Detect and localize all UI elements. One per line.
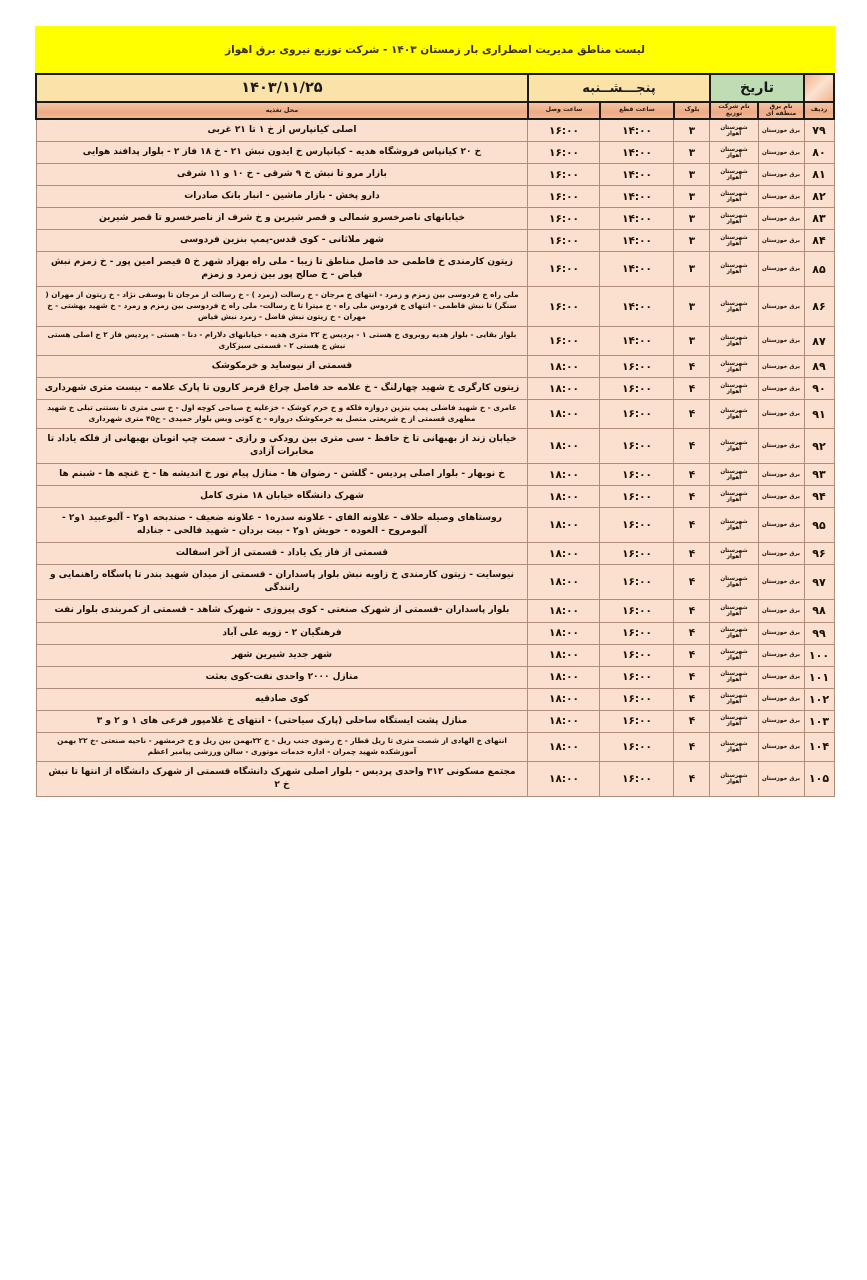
cell-place: بلوار بقایی - بلوار هدیه روبروی خ هستی ۱ - پردیس خ ۲۲ متری هدیه - خیابانهای دلارام - دنا - هستی - پردیس فاز ۲ خ اصلی هستی نبش خ هستی ۲ - قسمتی سبزکاری (36, 327, 528, 356)
column-header-block: بلوک (674, 102, 710, 119)
cell-radif: ۸۹ (804, 356, 834, 378)
cell-on-time: ۱۶:۰۰ (528, 208, 600, 230)
cell-block: ۴ (674, 644, 710, 666)
cell-region: برق خوزستان (758, 688, 804, 710)
cell-off-time: ۱۶:۰۰ (600, 429, 674, 464)
table-row (36, 508, 834, 543)
cell-company: شهرستان اهواز (710, 164, 758, 186)
cell-off-time: ۱۶:۰۰ (600, 486, 674, 508)
cell-on-time: ۱۶:۰۰ (528, 252, 600, 287)
cell-on-time: ۱۸:۰۰ (528, 710, 600, 732)
cell-place: روستاهای وصیله حلاف - علاونه الفای - علاونه سدره۱ - علاونه ضعیف - صندبحه ۱و۲ - آلبوعبید ۱و۲ - آلبومروح - العوده - حویش ۱و۲ - بیت بردان - شهید فالحی - جنادله (36, 508, 528, 543)
cell-place: عامری - خ شهید فاضلی پمپ بنزین دروازه فلکه و خ خرم کوشک - خزعلیه خ صباحی کوچه اول - خ سی متری تا بستنی تبلی خ شهید مطهری قسمتی از خ شریعتی متصل به خرمکوشک دروازه - خ کوتی وبس بلوار حمیدی - خ۴۵ متری شهرداری (36, 400, 528, 429)
cell-company: شهرستان اهواز (710, 464, 758, 486)
cell-company: شهرستان اهواز (710, 327, 758, 356)
cell-place: منازل ۲۰۰۰ واحدی نفت-کوی بعثت (36, 666, 528, 688)
cell-radif: ۸۴ (804, 230, 834, 252)
cell-on-time: ۱۸:۰۰ (528, 600, 600, 622)
cell-region: برق خوزستان (758, 378, 804, 400)
cell-off-time: ۱۴:۰۰ (600, 208, 674, 230)
cell-radif: ۹۴ (804, 486, 834, 508)
cell-region: برق خوزستان (758, 508, 804, 543)
table-row (36, 710, 834, 732)
cell-region: برق خوزستان (758, 565, 804, 600)
table-row (36, 644, 834, 666)
cell-block: ۴ (674, 622, 710, 644)
cell-region: برق خوزستان (758, 429, 804, 464)
cell-company: شهرستان اهواز (710, 732, 758, 761)
cell-region: برق خوزستان (758, 230, 804, 252)
weekday-cell: پنجـــشــنبه (528, 74, 710, 102)
schedule-table-wrapper (35, 73, 835, 797)
cell-region: برق خوزستان (758, 622, 804, 644)
cell-off-time: ۱۶:۰۰ (600, 600, 674, 622)
cell-radif: ۱۰۰ (804, 644, 834, 666)
cell-region: برق خوزستان (758, 710, 804, 732)
cell-company: شهرستان اهواز (710, 710, 758, 732)
cell-on-time: ۱۸:۰۰ (528, 565, 600, 600)
cell-company: شهرستان اهواز (710, 666, 758, 688)
cell-block: ۴ (674, 486, 710, 508)
cell-company: شهرستان اهواز (710, 142, 758, 164)
cell-block: ۴ (674, 356, 710, 378)
cell-region: برق خوزستان (758, 142, 804, 164)
cell-on-time: ۱۸:۰۰ (528, 761, 600, 796)
cell-radif: ۷۹ (804, 119, 834, 142)
date-value-cell: ۱۴۰۳/۱۱/۲۵ (36, 74, 528, 102)
cell-radif: ۸۳ (804, 208, 834, 230)
cell-block: ۴ (674, 688, 710, 710)
cell-region: برق خوزستان (758, 119, 804, 142)
table-row (36, 230, 834, 252)
cell-off-time: ۱۴:۰۰ (600, 164, 674, 186)
cell-off-time: ۱۶:۰۰ (600, 400, 674, 429)
cell-off-time: ۱۶:۰۰ (600, 543, 674, 565)
table-row (36, 688, 834, 710)
outage-schedule-table (35, 73, 835, 797)
table-row (36, 622, 834, 644)
cell-off-time: ۱۴:۰۰ (600, 230, 674, 252)
cell-block: ۳ (674, 327, 710, 356)
cell-company: شهرستان اهواز (710, 356, 758, 378)
cell-region: برق خوزستان (758, 186, 804, 208)
cell-radif: ۸۱ (804, 164, 834, 186)
cell-radif: ۱۰۱ (804, 666, 834, 688)
cell-radif: ۹۲ (804, 429, 834, 464)
cell-company: شهرستان اهواز (710, 378, 758, 400)
table-row (36, 327, 834, 356)
cell-on-time: ۱۶:۰۰ (528, 119, 600, 142)
cell-block: ۴ (674, 400, 710, 429)
cell-region: برق خوزستان (758, 644, 804, 666)
table-row (36, 287, 834, 327)
cell-region: برق خوزستان (758, 464, 804, 486)
cell-region: برق خوزستان (758, 761, 804, 796)
cell-on-time: ۱۸:۰۰ (528, 378, 600, 400)
cell-on-time: ۱۸:۰۰ (528, 464, 600, 486)
cell-company: شهرستان اهواز (710, 688, 758, 710)
cell-on-time: ۱۶:۰۰ (528, 164, 600, 186)
cell-company: شهرستان اهواز (710, 119, 758, 142)
cell-place: خ نوبهار - بلوار اصلی پردیس - گلشن - رضوان ها - منازل پیام نور خ اندیشه ها - خ غنچه ها - شبنم ها (36, 464, 528, 486)
cell-block: ۴ (674, 710, 710, 732)
cell-region: برق خوزستان (758, 356, 804, 378)
table-row (36, 142, 834, 164)
cell-region: برق خوزستان (758, 287, 804, 327)
cell-place: خ ۲۰ کیانپاس فروشگاه هدیه - کیانپارس خ ایدون نبش ۲۱ - خ ۱۸ فاز ۲ - بلوار پدافند هوایی (36, 142, 528, 164)
cell-radif: ۱۰۴ (804, 732, 834, 761)
cell-off-time: ۱۶:۰۰ (600, 508, 674, 543)
cell-place: منازل پشت ایستگاه ساحلی (پارک سیاحتی) - انتهای خ غلامپور فرعی های ۱ و ۲ و ۳ (36, 710, 528, 732)
cell-place: اصلی کیانپارس از خ ۱ تا ۲۱ غربی (36, 119, 528, 142)
table-row (36, 186, 834, 208)
cell-place: فرهنگیان ۲ - زویه علی آباد (36, 622, 528, 644)
cell-region: برق خوزستان (758, 252, 804, 287)
cell-block: ۴ (674, 565, 710, 600)
column-header-place: محل تغذیه (36, 102, 528, 119)
cell-region: برق خوزستان (758, 666, 804, 688)
cell-on-time: ۱۶:۰۰ (528, 230, 600, 252)
cell-radif: ۹۶ (804, 543, 834, 565)
column-header-on-time: ساعت وصل (528, 102, 600, 119)
cell-off-time: ۱۶:۰۰ (600, 688, 674, 710)
cell-place: بلوار پاسداران -قسمتی از شهرک صنعتی - کوی پیروزی - شهرک شاهد - قسمتی از کمربندی بلوار نفت (36, 600, 528, 622)
cell-region: برق خوزستان (758, 543, 804, 565)
cell-radif: ۹۱ (804, 400, 834, 429)
cell-radif: ۸۷ (804, 327, 834, 356)
cell-block: ۳ (674, 164, 710, 186)
cell-place: انتهای خ الهادی از شصت متری تا ریل قطار - خ رضوی جنب ریل - خ ۲۲بهمن بین ریل و خ خرمشهر - ناحیه صنعتی -خ ۲۲ بهمن آموزشکده شهید چمران - اداره خدمات موتوری - سالن ورزشی پیامبر اعظم (36, 732, 528, 761)
cell-off-time: ۱۶:۰۰ (600, 710, 674, 732)
table-row (36, 761, 834, 796)
cell-block: ۳ (674, 252, 710, 287)
cell-on-time: ۱۸:۰۰ (528, 732, 600, 761)
cell-place: مجتمع مسکونی ۳۱۲ واحدی پردیس - بلوار اصلی شهرک دانشگاه قسمتی از شهرک دانشگاه از انتها تا نبش خ ۲ (36, 761, 528, 796)
cell-off-time: ۱۶:۰۰ (600, 356, 674, 378)
cell-company: شهرستان اهواز (710, 486, 758, 508)
cell-on-time: ۱۸:۰۰ (528, 508, 600, 543)
cell-place: قسمتی از نیوساید و خرمکوشک (36, 356, 528, 378)
cell-place: نیوسایت - زیتون کارمندی خ زاویه نبش بلوار پاسداران - قسمتی از میدان شهید بندر تا پاسگاه راهنمایی و رانندگی (36, 565, 528, 600)
cell-block: ۴ (674, 543, 710, 565)
date-row-blank-cell (804, 74, 834, 102)
cell-off-time: ۱۴:۰۰ (600, 186, 674, 208)
cell-off-time: ۱۶:۰۰ (600, 732, 674, 761)
cell-company: شهرستان اهواز (710, 600, 758, 622)
cell-on-time: ۱۶:۰۰ (528, 327, 600, 356)
table-row (36, 356, 834, 378)
table-body (36, 74, 834, 796)
cell-radif: ۹۳ (804, 464, 834, 486)
cell-on-time: ۱۸:۰۰ (528, 688, 600, 710)
table-row (36, 164, 834, 186)
cell-block: ۴ (674, 600, 710, 622)
cell-place: بازار مرو تا نبش خ ۹ شرقی - خ ۱۰ و ۱۱ شرقی (36, 164, 528, 186)
cell-block: ۴ (674, 732, 710, 761)
cell-on-time: ۱۶:۰۰ (528, 186, 600, 208)
cell-on-time: ۱۸:۰۰ (528, 400, 600, 429)
column-header-region: نام برق منطقه ای (758, 102, 804, 119)
column-header-company: نام شرکت توزیع (710, 102, 758, 119)
table-row (36, 565, 834, 600)
table-row (36, 429, 834, 464)
cell-off-time: ۱۶:۰۰ (600, 666, 674, 688)
cell-on-time: ۱۸:۰۰ (528, 486, 600, 508)
cell-region: برق خوزستان (758, 400, 804, 429)
table-row (36, 252, 834, 287)
column-header-radif: ردیف (804, 102, 834, 119)
cell-block: ۴ (674, 464, 710, 486)
cell-off-time: ۱۶:۰۰ (600, 644, 674, 666)
cell-company: شهرستان اهواز (710, 429, 758, 464)
date-header-row (36, 74, 834, 102)
cell-company: شهرستان اهواز (710, 761, 758, 796)
cell-block: ۳ (674, 208, 710, 230)
table-row (36, 666, 834, 688)
cell-place: دارو پخش - بازار ماشین - انبار بانک صادرات (36, 186, 528, 208)
cell-block: ۳ (674, 287, 710, 327)
cell-block: ۳ (674, 119, 710, 142)
cell-company: شهرستان اهواز (710, 208, 758, 230)
column-header-off-time: ساعت قطع (600, 102, 674, 119)
table-row (36, 378, 834, 400)
cell-off-time: ۱۴:۰۰ (600, 252, 674, 287)
banner (35, 26, 835, 73)
cell-place: خیابان زند از بهبهانی تا خ حافظ - سی متری بین رودکی و رازی - سمت چپ اتوبان بهبهانی از فلکه یاداد تا مخابرات آزادی (36, 429, 528, 464)
cell-radif: ۹۷ (804, 565, 834, 600)
cell-place: شهر جدید شیرین شهر (36, 644, 528, 666)
cell-on-time: ۱۸:۰۰ (528, 644, 600, 666)
cell-off-time: ۱۶:۰۰ (600, 565, 674, 600)
cell-place: شهر ملاثانی - کوی قدس-پمپ بنزین فردوسی (36, 230, 528, 252)
cell-place: زیتون کارمندی خ فاطمی حد فاصل مناطق تا زیبا - ملی راه بهزاد شهر خ ۵ قیصر امین پور - خ زمزم نبش فیاض - خ صالح پور بین زمرد و زمزم (36, 252, 528, 287)
table-row (36, 208, 834, 230)
date-label-cell: تاریخ (710, 74, 804, 102)
cell-block: ۴ (674, 761, 710, 796)
cell-radif: ۸۰ (804, 142, 834, 164)
cell-on-time: ۱۶:۰۰ (528, 287, 600, 327)
cell-block: ۳ (674, 230, 710, 252)
cell-radif: ۹۰ (804, 378, 834, 400)
cell-off-time: ۱۴:۰۰ (600, 287, 674, 327)
cell-radif: ۹۵ (804, 508, 834, 543)
cell-on-time: ۱۸:۰۰ (528, 429, 600, 464)
table-row (36, 732, 834, 761)
cell-company: شهرستان اهواز (710, 252, 758, 287)
cell-block: ۴ (674, 666, 710, 688)
cell-company: شهرستان اهواز (710, 400, 758, 429)
cell-region: برق خوزستان (758, 732, 804, 761)
cell-radif: ۹۹ (804, 622, 834, 644)
cell-place: ملی راه خ فردوسی بین زمزم و زمرد - انتهای خ مرجان - خ رسالت (زمرد ) - خ رسالت از مرجان تا یوسفی نژاد - خ زیتون از مهران ( سنگر) تا نبش فاطمی - انتهای خ فردوس ملی راه - خ میترا تا خ رسالت- ملی راه خ فردوسی بین زمزم و زمرد - خ شهید بهشتی - خ مهران - خ زیتون نبش فاضل - زمرد نبش فیاض (36, 287, 528, 327)
cell-on-time: ۱۸:۰۰ (528, 356, 600, 378)
cell-company: شهرستان اهواز (710, 644, 758, 666)
cell-region: برق خوزستان (758, 486, 804, 508)
table-row (36, 543, 834, 565)
cell-off-time: ۱۶:۰۰ (600, 761, 674, 796)
cell-radif: ۸۲ (804, 186, 834, 208)
table-row (36, 119, 834, 142)
cell-on-time: ۱۸:۰۰ (528, 666, 600, 688)
cell-region: برق خوزستان (758, 164, 804, 186)
cell-region: برق خوزستان (758, 327, 804, 356)
cell-off-time: ۱۶:۰۰ (600, 622, 674, 644)
cell-block: ۳ (674, 186, 710, 208)
cell-block: ۴ (674, 429, 710, 464)
cell-off-time: ۱۴:۰۰ (600, 142, 674, 164)
column-header-row (36, 102, 834, 119)
cell-radif: ۸۶ (804, 287, 834, 327)
cell-radif: ۱۰۳ (804, 710, 834, 732)
cell-on-time: ۱۸:۰۰ (528, 622, 600, 644)
cell-off-time: ۱۶:۰۰ (600, 464, 674, 486)
cell-block: ۴ (674, 378, 710, 400)
page-title: لیست مناطق مدیریت اضطراری بار زمستان ۱۴۰۳ - شرکت توزیع نیروی برق اهواز (225, 43, 645, 56)
cell-off-time: ۱۴:۰۰ (600, 119, 674, 142)
cell-radif: ۱۰۲ (804, 688, 834, 710)
cell-company: شهرستان اهواز (710, 508, 758, 543)
cell-place: قسمتی از فاز یک یاداد - قسمتی از آخر اسفالت (36, 543, 528, 565)
cell-radif: ۱۰۵ (804, 761, 834, 796)
cell-on-time: ۱۸:۰۰ (528, 543, 600, 565)
cell-radif: ۸۵ (804, 252, 834, 287)
cell-company: شهرستان اهواز (710, 230, 758, 252)
cell-place: زیتون کارگری خ شهید چهارلنگ - خ علامه حد فاصل چراغ قرمز کارون تا پارک علامه - بیست متری شهرداری (36, 378, 528, 400)
cell-company: شهرستان اهواز (710, 186, 758, 208)
cell-place: کوی صادقیه (36, 688, 528, 710)
cell-region: برق خوزستان (758, 208, 804, 230)
cell-place: خیابانهای ناصرخسرو شمالی و قصر شیرین و خ شرف از ناصرخسرو تا قصر شیرین (36, 208, 528, 230)
table-row (36, 400, 834, 429)
table-row (36, 464, 834, 486)
cell-off-time: ۱۶:۰۰ (600, 378, 674, 400)
cell-place: شهرک دانشگاه خیابان ۱۸ متری کامل (36, 486, 528, 508)
cell-company: شهرستان اهواز (710, 287, 758, 327)
cell-company: شهرستان اهواز (710, 622, 758, 644)
cell-off-time: ۱۴:۰۰ (600, 327, 674, 356)
cell-region: برق خوزستان (758, 600, 804, 622)
cell-block: ۳ (674, 142, 710, 164)
cell-on-time: ۱۶:۰۰ (528, 142, 600, 164)
cell-company: شهرستان اهواز (710, 565, 758, 600)
cell-block: ۴ (674, 508, 710, 543)
cell-radif: ۹۸ (804, 600, 834, 622)
table-row (36, 600, 834, 622)
cell-company: شهرستان اهواز (710, 543, 758, 565)
table-row (36, 486, 834, 508)
